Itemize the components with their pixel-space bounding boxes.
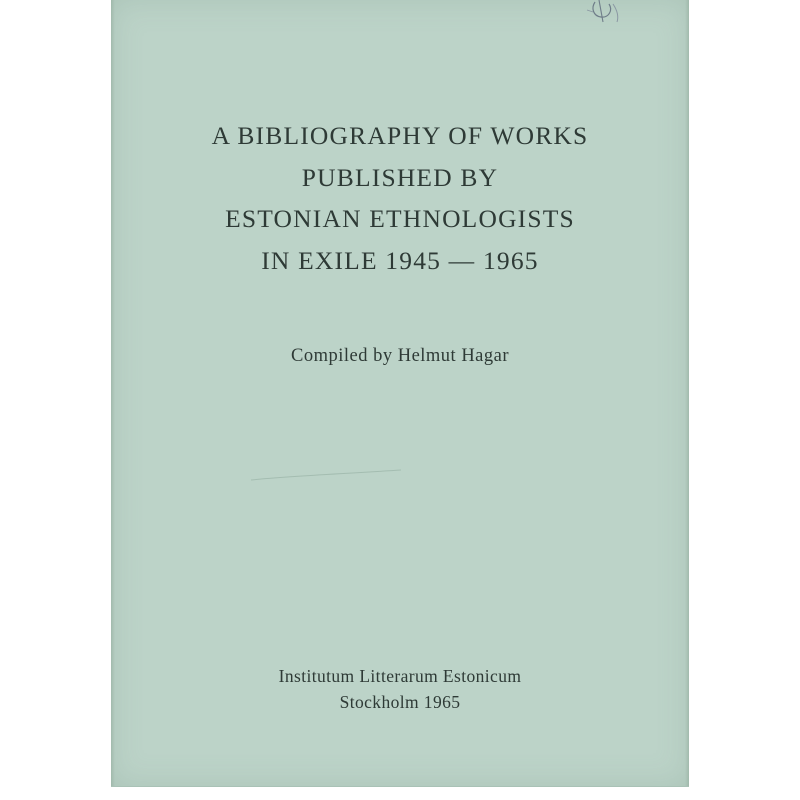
pencil-mark-icon (573, 0, 633, 30)
book-title (111, 115, 689, 281)
book-cover (111, 0, 689, 787)
title-line-1: A BIBLIOGRAPHY OF WORKS (211, 121, 589, 150)
publisher-name: Institutum Litterarum Estonicum (278, 666, 522, 686)
title-line-4: IN EXILE 1945 — 1965 (261, 245, 539, 275)
title-line-3: ESTONIAN ETHNOLOGISTS (225, 204, 575, 233)
cover-crease (251, 466, 401, 486)
publication-place-year: Stockholm 1965 (339, 692, 461, 712)
title-line-2: PUBLISHED BY (301, 162, 499, 192)
compiler-credit: Compiled by Helmut Hagar (290, 346, 510, 366)
